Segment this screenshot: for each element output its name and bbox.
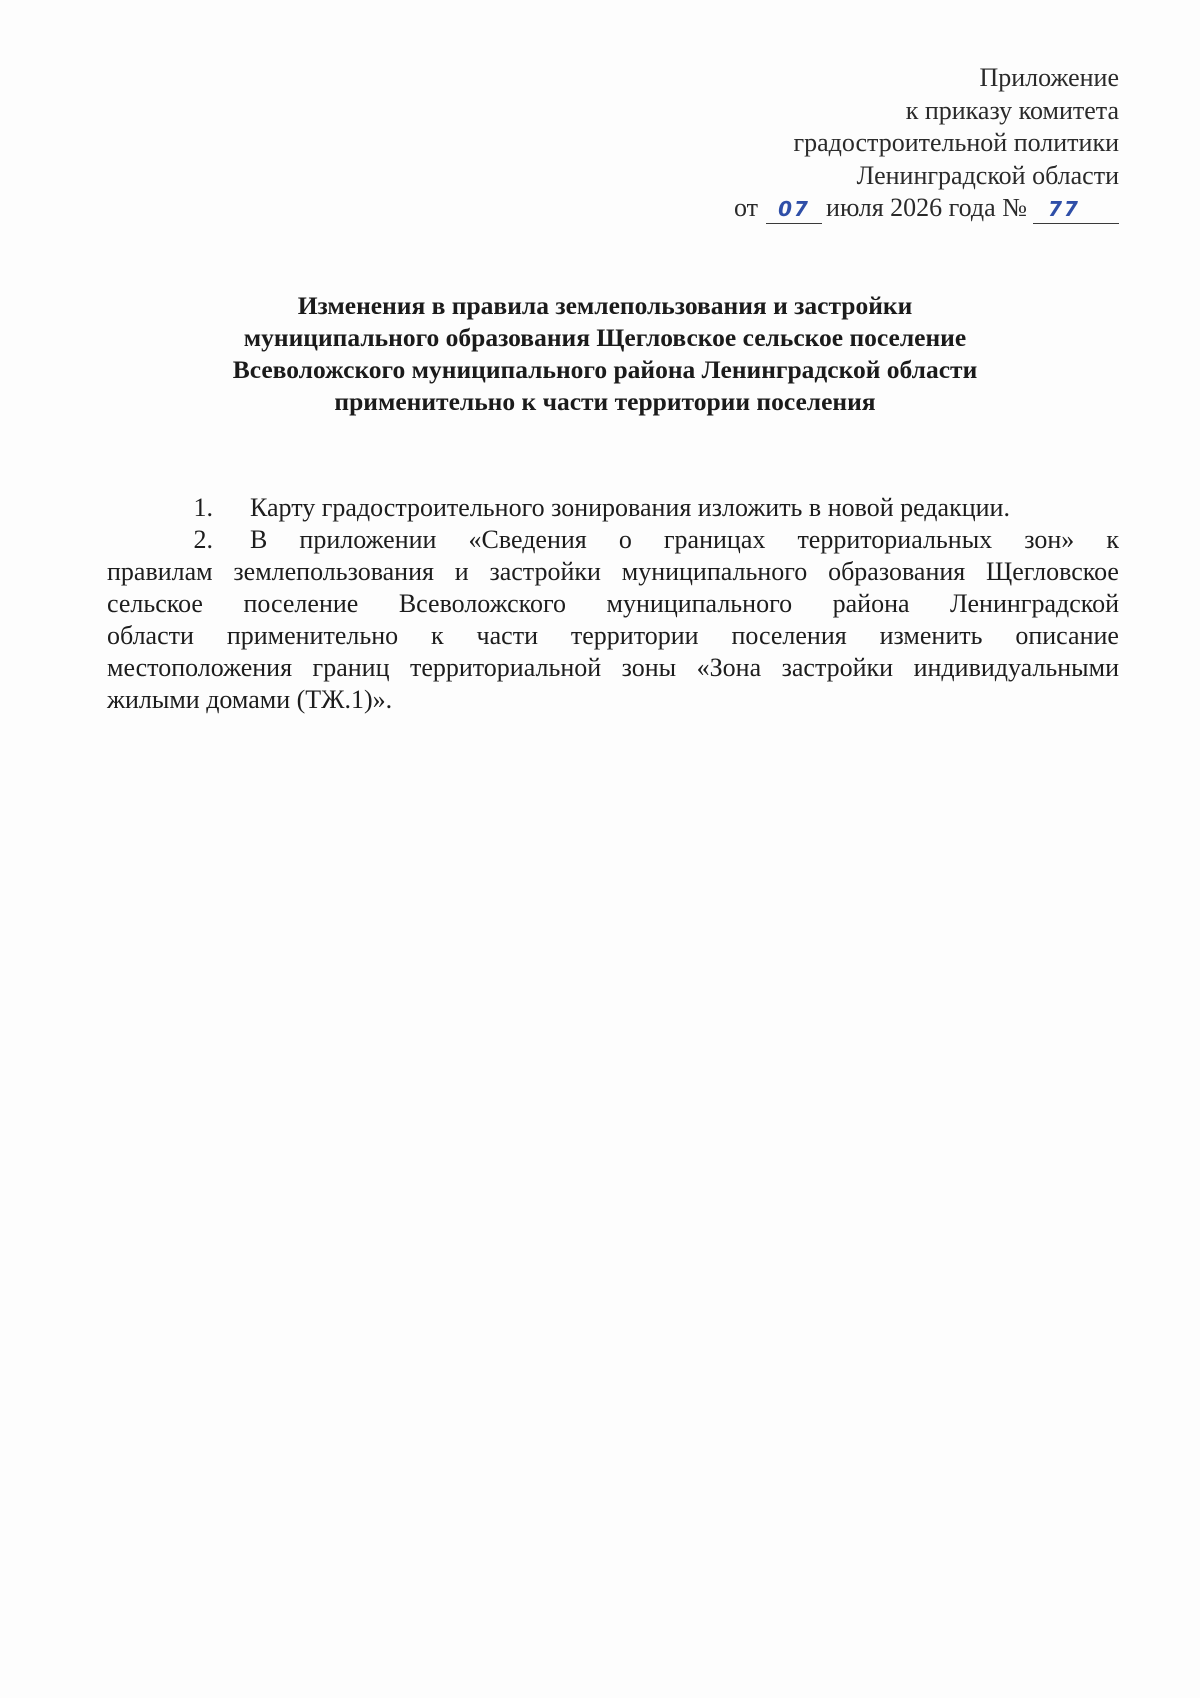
order-prefix: от <box>734 193 759 222</box>
appendix-committee: градостроительной политики <box>793 128 1119 157</box>
order-day-blank <box>766 194 822 224</box>
title-line-3: Всеволожского муниципального района Ленинградской области <box>232 355 978 384</box>
document-title <box>170 290 1040 418</box>
title-line-1: Изменения в правила землепользования и застройки <box>297 291 913 320</box>
list-item-2-line-5: местоположения границ территориальной зоны «Зона застройки индивидуальными <box>107 653 1119 682</box>
list-item-1-text: Карту градостроительного зонирования изложить в новой редакции. <box>250 493 1010 522</box>
document-body <box>107 492 1119 716</box>
list-item-2-number: 2. <box>193 525 213 554</box>
appendix-region: Ленинградской области <box>856 160 1119 190</box>
list-item-2-line-4: области применительно к части территории поселения изменить описание <box>107 621 1119 650</box>
appendix-header <box>599 62 1119 225</box>
order-date-middle: июля 2026 года № <box>826 193 1027 222</box>
order-day-handwritten: 07 <box>778 197 810 221</box>
list-item-2-line-3: сельское поселение Всеволожского муниципального района Ленинградской <box>107 589 1119 618</box>
order-date-line <box>599 192 1119 225</box>
appendix-label: Приложение <box>979 63 1119 92</box>
list-item-1 <box>107 492 1119 524</box>
order-number-blank <box>1033 194 1119 224</box>
title-line-2: муниципального образования Щегловское сельское поселение <box>243 323 967 352</box>
list-item-2 <box>107 524 1119 556</box>
list-item-1-number: 1. <box>193 493 213 522</box>
title-line-4: применительно к части территории поселения <box>334 387 876 416</box>
order-number-handwritten: 77 <box>1048 197 1080 221</box>
appendix-order-ref: к приказу комитета <box>905 95 1119 125</box>
list-item-2-line-6: жилыми домами (ТЖ.1)». <box>107 685 393 714</box>
list-item-2-line-2: правилам землепользования и застройки муниципального образования Щегловское <box>107 557 1119 586</box>
list-item-2-line-1: В приложении «Сведения о границах территориальных зон» к <box>250 525 1119 554</box>
